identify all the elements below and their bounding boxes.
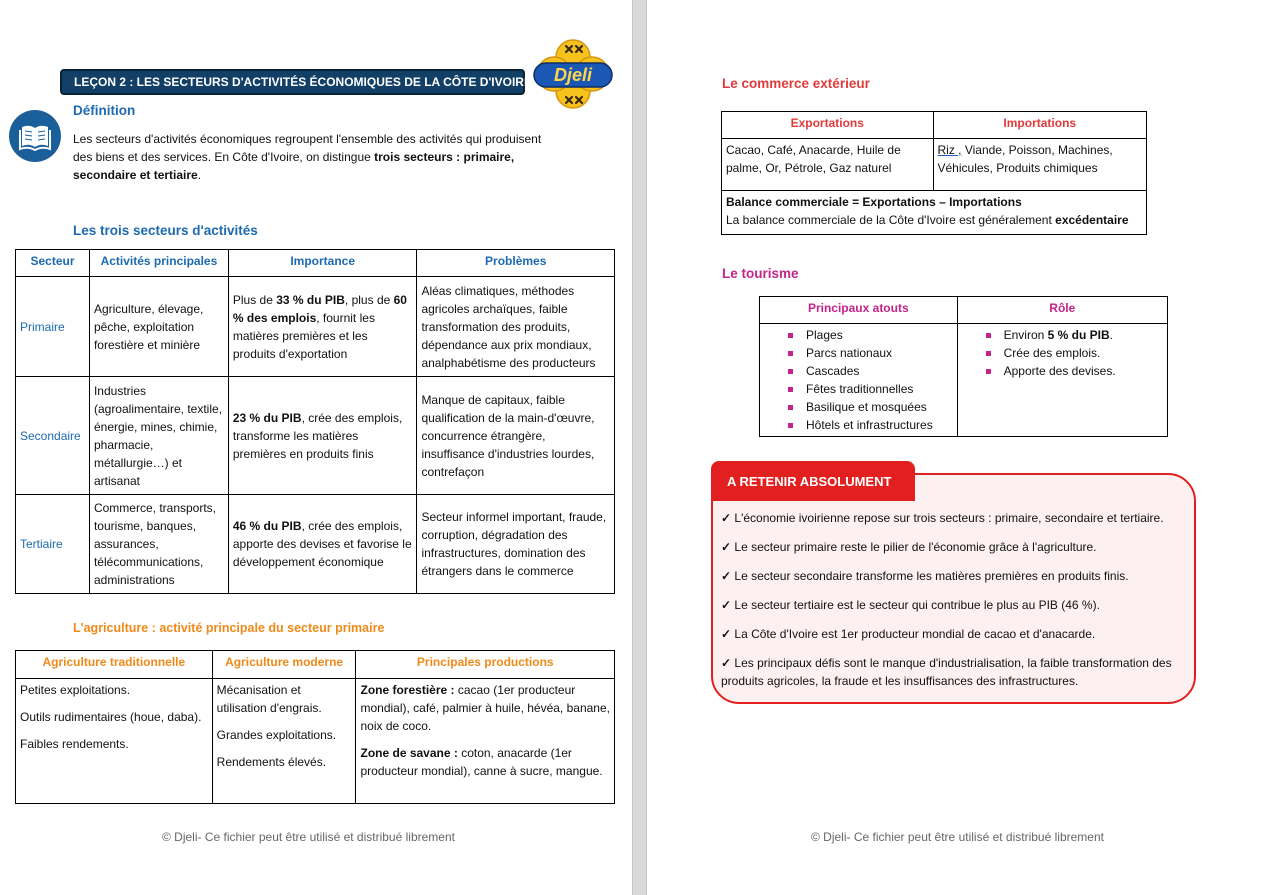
forest-zone: Zone forestière : cacao (1er producteur mondial), café, palmier à huile, hévéa, banane, noix de coco.: [360, 683, 610, 733]
header-sector: Secteur: [16, 250, 90, 277]
table-row: [722, 139, 1147, 191]
list-item: ✓ La Côte d'Ivoire est 1er producteur mondial de cacao et d'anacarde.: [721, 627, 1096, 641]
djeli-logo-icon: [530, 37, 616, 111]
check-icon: ✓: [721, 511, 732, 525]
open-book-icon: [9, 110, 61, 162]
list-item: Hôtels et infrastructures: [806, 416, 953, 434]
list-item: Cascades: [806, 362, 953, 380]
tourism-heading: Le tourisme: [722, 266, 799, 281]
list-item: ✓ Le secteur primaire reste le pilier de l'économie grâce à l'agriculture.: [721, 540, 1097, 554]
agriculture-table: [15, 650, 615, 804]
list-item: Basilique et mosquées: [806, 398, 953, 416]
right-page: [647, 0, 1281, 895]
list-item: ✓ L'économie ivoirienne repose sur trois secteurs : primaire, secondaire et tertiaire.: [721, 511, 1164, 525]
sector-name: Tertiaire: [16, 495, 90, 594]
sector-activities: Agriculture, élevage, pêche, exploitation forestière et minière: [89, 277, 228, 377]
check-icon: ✓: [721, 627, 732, 641]
productions-cell: [356, 679, 615, 804]
lesson-title-banner: LEÇON 2 : LES SECTEURS D'ACTIVITÉS ÉCONOMIQUES DE LA CÔTE D'IVOIRE: [60, 69, 525, 95]
sector-importance: 46 % du PIB, crée des emplois, apporte des devises et favorise le développement économique: [228, 495, 417, 594]
table-row: [16, 495, 615, 594]
header-role: Rôle: [957, 297, 1167, 324]
sector-problems: Secteur informel important, fraude, corruption, dégradation des infrastructures, domination des étrangers dans le commerce: [417, 495, 615, 594]
sector-problems: Aléas climatiques, méthodes agricoles archaïques, faible transformation des produits, dépendance aux prix mondiaux, analphabétisme des producteurs: [417, 277, 615, 377]
header-modern: Agriculture moderne: [212, 651, 356, 679]
table-row: [722, 191, 1147, 235]
list-item: ✓ Le secteur tertiaire est le secteur qui contribue le plus au PIB (46 %).: [721, 598, 1100, 612]
list-item: Mécanisation et utilisation d'engrais.: [216, 683, 322, 715]
list-item: Grandes exploitations.: [216, 728, 337, 742]
trade-table: [721, 111, 1147, 235]
list-item: Rendements élevés.: [216, 755, 327, 769]
imports-cell: Riz , Viande, Poisson, Machines, Véhicules, Produits chimiques: [933, 139, 1147, 191]
table-row: [760, 324, 1168, 437]
agriculture-heading: L'agriculture : activité principale du secteur primaire: [73, 621, 385, 635]
sectors-heading: Les trois secteurs d'activités: [73, 223, 258, 238]
retain-title: A RETENIR ABSOLUMENT: [711, 461, 915, 501]
list-item: Petites exploitations.: [20, 683, 131, 697]
logo-text: Djeli: [553, 65, 593, 85]
header-problems: Problèmes: [417, 250, 615, 277]
header-traditional: Agriculture traditionnelle: [16, 651, 213, 679]
sectors-table-header: [16, 250, 615, 277]
header-activities: Activités principales: [89, 250, 228, 277]
list-item: Crée des emplois.: [1004, 344, 1163, 362]
sector-name: Primaire: [16, 277, 90, 377]
list-item: ✓ Les principaux défis sont le manque d'industrialisation, la faible transformation des produits agricoles, la fraude et les insuffisances des infrastructures.: [721, 656, 1172, 688]
modern-cell: [212, 679, 356, 804]
retain-list: [721, 509, 1199, 690]
list-item: Fêtes traditionnelles: [806, 380, 953, 398]
check-icon: ✓: [721, 569, 732, 583]
balance-text: La balance commerciale de la Côte d'Ivoire est généralement excédentaire: [726, 213, 1129, 227]
tourism-table: [759, 296, 1168, 437]
header-exports: Exportations: [722, 112, 934, 139]
header-importance: Importance: [228, 250, 417, 277]
list-item: ✓ Le secteur secondaire transforme les matières premières en produits finis.: [721, 569, 1129, 583]
table-row: [16, 377, 615, 495]
agriculture-table-header: [16, 651, 615, 679]
left-page: [0, 0, 632, 895]
role-list: [962, 326, 1163, 380]
sector-importance: Plus de 33 % du PIB, plus de 60 % des emplois, fournit les matières premières et les produits d'exportation: [228, 277, 417, 377]
sector-activities: Industries (agroalimentaire, textile, énergie, mines, chimie, pharmacie, métallurgie…) et artisanat: [89, 377, 228, 495]
tourism-table-header: [760, 297, 1168, 324]
role-cell: [957, 324, 1167, 437]
assets-cell: [760, 324, 958, 437]
table-row: [16, 277, 615, 377]
exports-cell: Cacao, Café, Anacarde, Huile de palme, Or, Pétrole, Gaz naturel: [722, 139, 934, 191]
sector-activities: Commerce, transports, tourisme, banques, assurances, télécommunications, administrations: [89, 495, 228, 594]
sector-problems: Manque de capitaux, faible qualification de la main-d'œuvre, concurrence étrangère, insuffisance d'industries lourdes, contrefaçon: [417, 377, 615, 495]
sector-name: Secondaire: [16, 377, 90, 495]
trade-heading: Le commerce extérieur: [722, 76, 870, 91]
check-icon: ✓: [721, 598, 732, 612]
right-footer: © Djeli- Ce fichier peut être utilisé et distribué librement: [811, 830, 1104, 844]
list-item: Outils rudimentaires (houe, daba).: [20, 710, 202, 724]
definition-heading: Définition: [73, 103, 136, 118]
sector-importance: 23 % du PIB, crée des emplois, transforme les matières premières en produits finis: [228, 377, 417, 495]
sectors-table: [15, 249, 615, 594]
list-item: Environ 5 % du PIB.: [1004, 326, 1163, 344]
list-item: Plages: [806, 326, 953, 344]
header-assets: Principaux atouts: [760, 297, 958, 324]
header-productions: Principales productions: [356, 651, 615, 679]
definition-text: Les secteurs d'activités économiques regroupent l'ensemble des activités qui produisent des biens et des services. En Côte d'Ivoire, on distingue trois secteurs : primaire, secondaire et tertiaire.: [73, 132, 542, 182]
assets-list: [764, 326, 953, 434]
page-gutter: [632, 0, 647, 895]
savanna-zone: Zone de savane : coton, anacarde (1er producteur mondial), canne à sucre, mangue.: [360, 746, 603, 778]
balance-cell: [722, 191, 1147, 235]
list-item: Faibles rendements.: [20, 737, 129, 751]
header-imports: Importations: [933, 112, 1147, 139]
trade-table-header: [722, 112, 1147, 139]
table-row: [16, 679, 615, 804]
left-footer: © Djeli- Ce fichier peut être utilisé et distribué librement: [162, 830, 455, 844]
traditional-cell: [16, 679, 213, 804]
list-item: Apporte des devises.: [1004, 362, 1163, 380]
balance-formula: Balance commerciale = Exportations – Importations: [726, 195, 1022, 209]
check-icon: ✓: [721, 656, 732, 670]
list-item: Parcs nationaux: [806, 344, 953, 362]
check-icon: ✓: [721, 540, 732, 554]
